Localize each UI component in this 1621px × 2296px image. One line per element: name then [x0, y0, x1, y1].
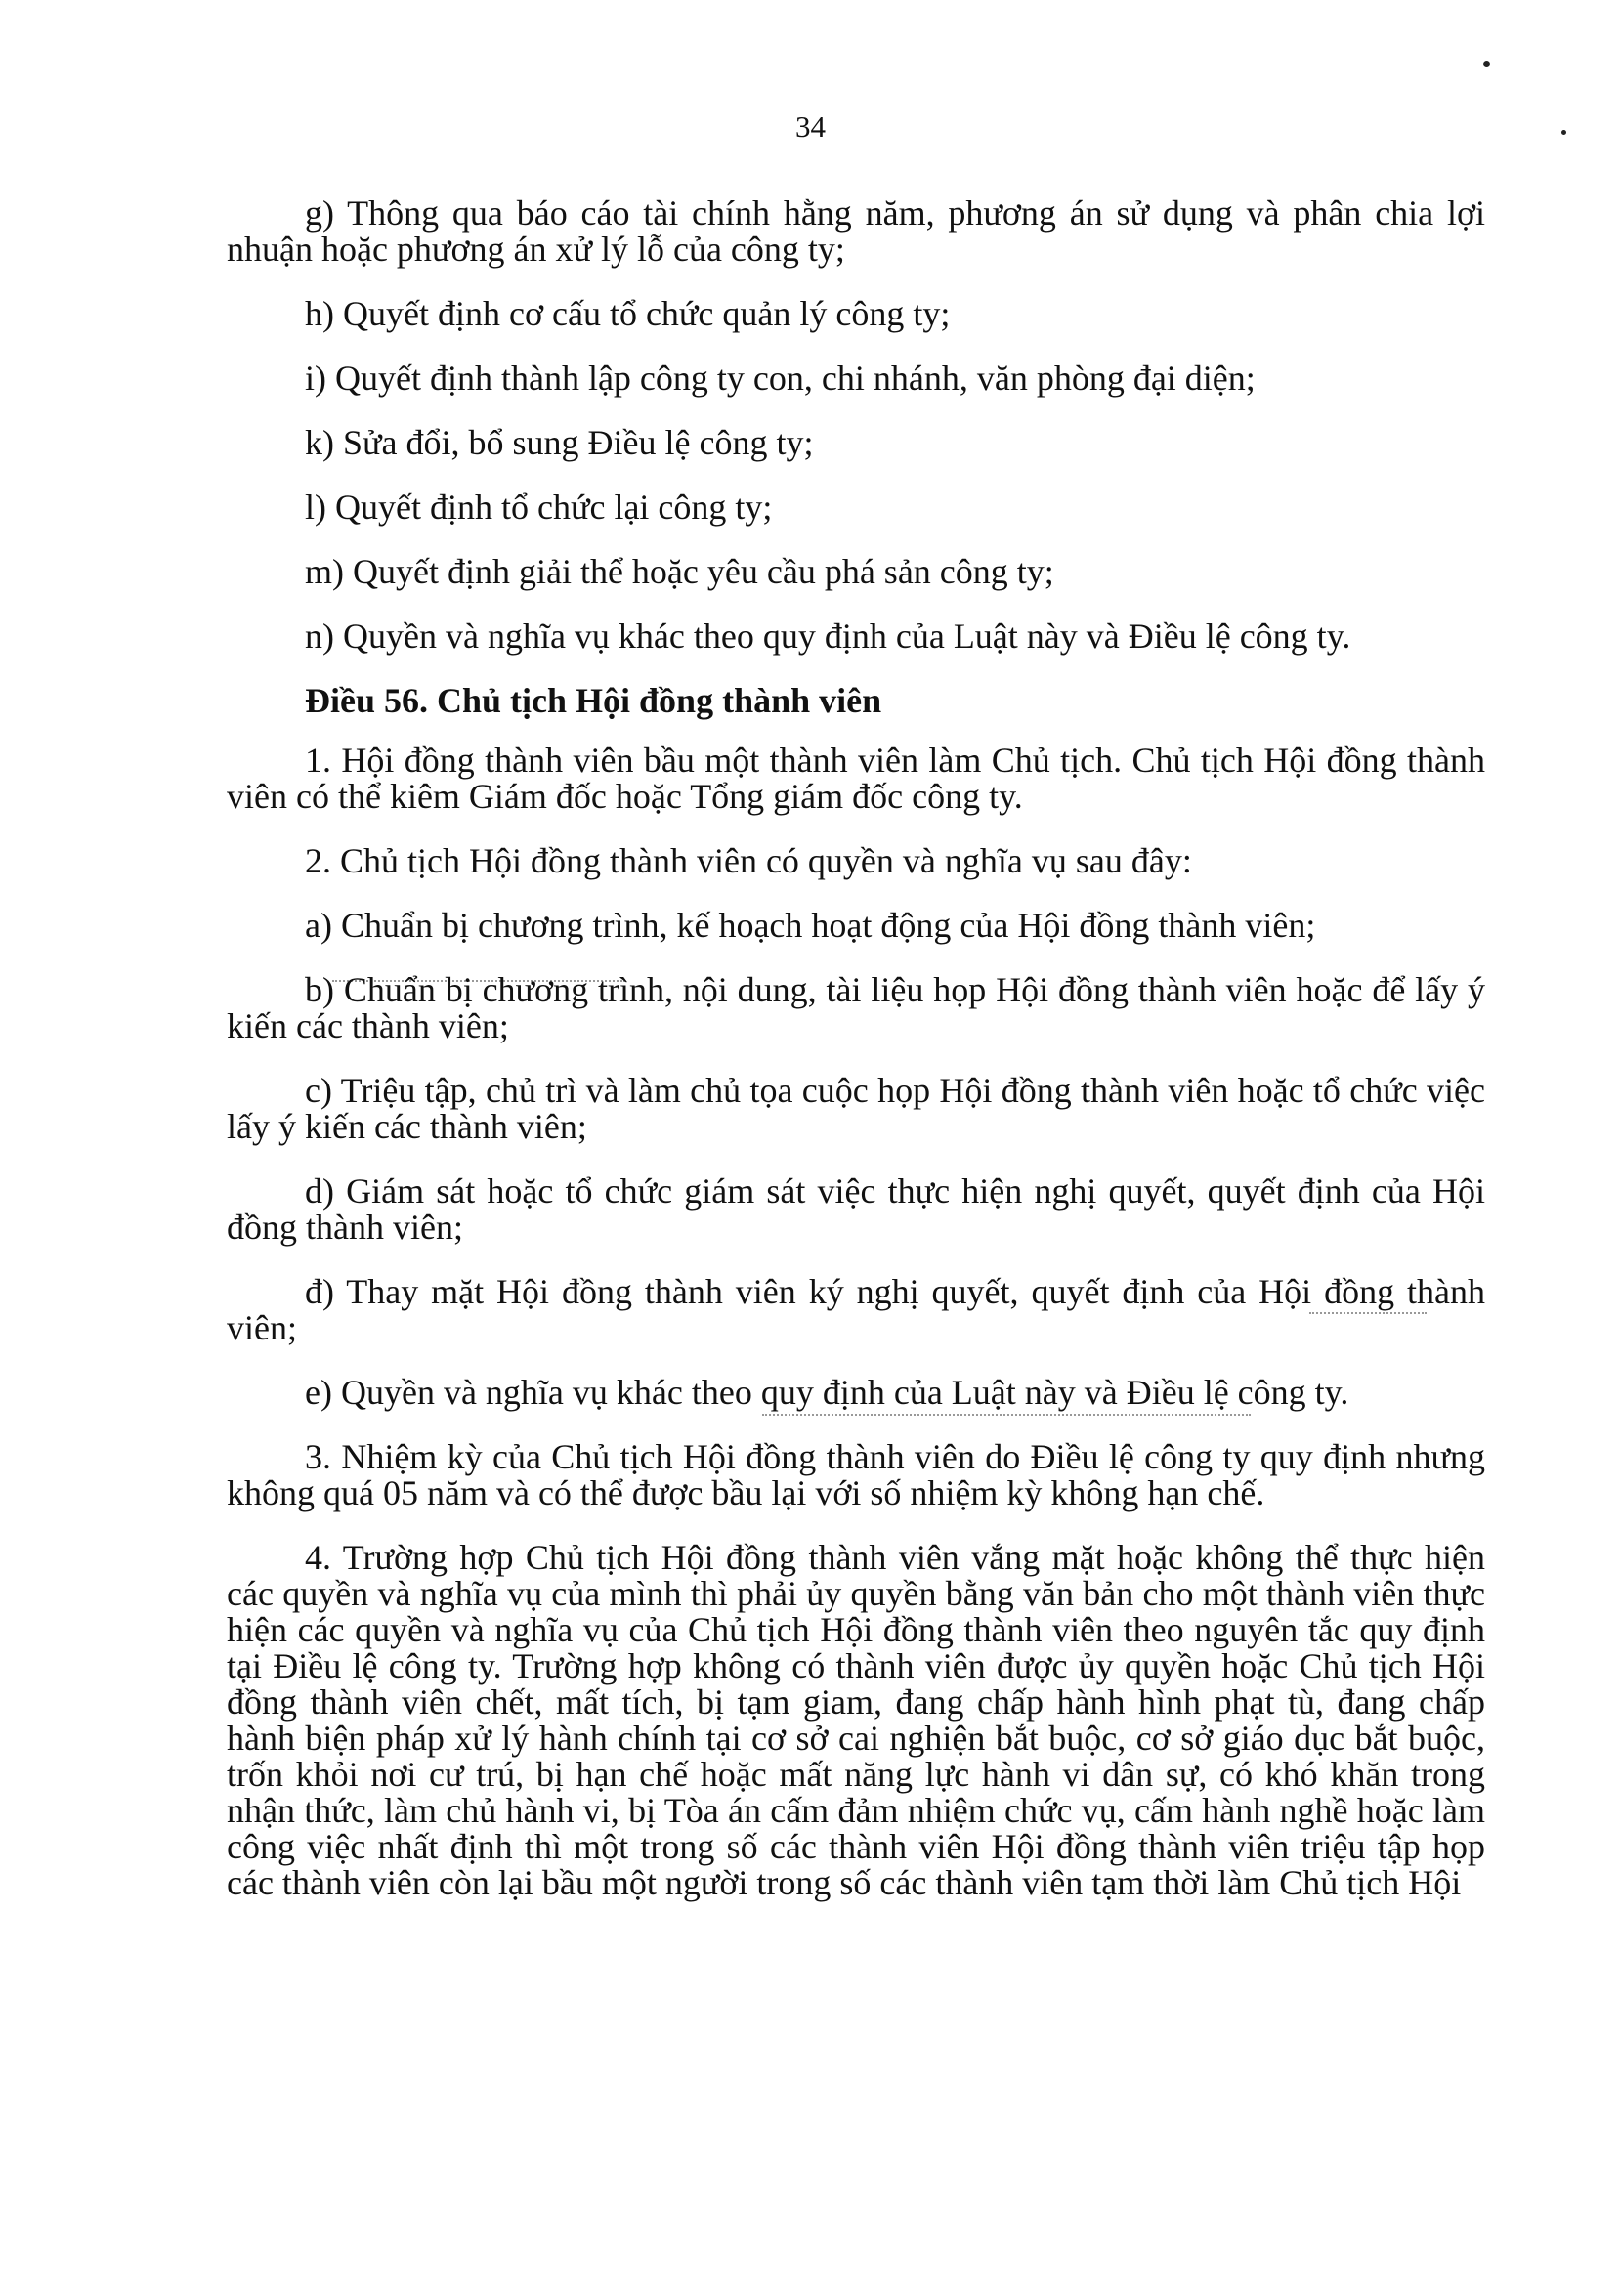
paragraph-i: i) Quyết định thành lập công ty con, chi nhánh, văn phòng đại diện; [305, 359, 1256, 398]
clause-2dd: đ) Thay mặt Hội đồng thành viên ký nghị quyết, quyết định của Hội đồng thành viên; [227, 1272, 1485, 1347]
paragraph-n: n) Quyền và nghĩa vụ khác theo quy định của Luật này và Điều lệ công ty. [305, 617, 1351, 656]
scan-speck [1483, 61, 1490, 67]
clause-2: 2. Chủ tịch Hội đồng thành viên có quyền và nghĩa vụ sau đây: [305, 841, 1192, 880]
paragraph-l: l) Quyết định tổ chức lại công ty; [305, 488, 773, 527]
clause-4: 4. Trường hợp Chủ tịch Hội đồng thành viên vắng mặt hoặc không thể thực hiện các quyền và nghĩa vụ của mình thì phải ủy quyền bằng văn bản cho một thành viên thực hiện các quyền và nghĩa vụ của Chủ tịch Hội đồng thành viên theo nguyên tắc quy định tại Điều lệ công ty. Trường hợp không có thành viên được ủy quyền hoặc Chủ tịch Hội đồng thành viên chết, mất tích, bị tạm giam, đang chấp hành hình phạt tù, đang chấp hành biện pháp xử lý hành chính tại cơ sở cai nghiện bắt buộc, cơ sở giáo dục bắt buộc, trốn khỏi nơi cư trú, bị hạn chế hoặc mất năng lực hành vi dân sự, có khó khăn trong nhận thức, làm chủ hành vi, bị Tòa án cấm đảm nhiệm chức vụ, cấm hành nghề hoặc làm công việc nhất định thì một trong số các thành viên Hội đồng thành viên triệu tập họp các thành viên còn lại bầu một người trong số các thành viên tạm thời làm Chủ tịch Hội [227, 1538, 1485, 1902]
clause-2c: c) Triệu tập, chủ trì và làm chủ tọa cuộc họp Hội đồng thành viên hoặc tổ chức việc lấy ý kiến các thành viên; [227, 1071, 1485, 1146]
paragraph-k: k) Sửa đổi, bổ sung Điều lệ công ty; [305, 423, 814, 462]
paragraph-h: h) Quyết định cơ cấu tổ chức quản lý công ty; [305, 294, 951, 333]
page-number: 34 [795, 109, 826, 144]
clause-1: 1. Hội đồng thành viên bầu một thành viên làm Chủ tịch. Chủ tịch Hội đồng thành viên có thể kiêm Giám đốc hoặc Tổng giám đốc công ty. [227, 741, 1485, 816]
clause-2e: e) Quyền và nghĩa vụ khác theo quy định của Luật này và Điều lệ công ty. [305, 1373, 1349, 1412]
clause-2b: b) Chuẩn bị chương trình, nội dung, tài liệu họp Hội đồng thành viên hoặc để lấy ý kiến các thành viên; [227, 970, 1485, 1045]
clause-2d: d) Giám sát hoặc tổ chức giám sát việc thực hiện nghị quyết, quyết định của Hội đồng thành viên; [227, 1171, 1485, 1247]
clause-3: 3. Nhiệm kỳ của Chủ tịch Hội đồng thành viên do Điều lệ công ty quy định nhưng không quá 05 năm và có thể được bầu lại với số nhiệm kỳ không hạn chế. [227, 1437, 1485, 1512]
paragraph-g: g) Thông qua báo cáo tài chính hằng năm, phương án sử dụng và phân chia lợi nhuận hoặc phương án xử lý lỗ của công ty; [227, 193, 1485, 269]
document-body [227, 195, 1485, 1930]
article-56-heading: Điều 56. Chủ tịch Hội đồng thành viên [305, 681, 882, 720]
clause-2a: a) Chuẩn bị chương trình, kế hoạch hoạt động của Hội đồng thành viên; [305, 906, 1316, 945]
scan-speck [1561, 130, 1566, 135]
paragraph-m: m) Quyết định giải thể hoặc yêu cầu phá sản công ty; [305, 552, 1054, 591]
